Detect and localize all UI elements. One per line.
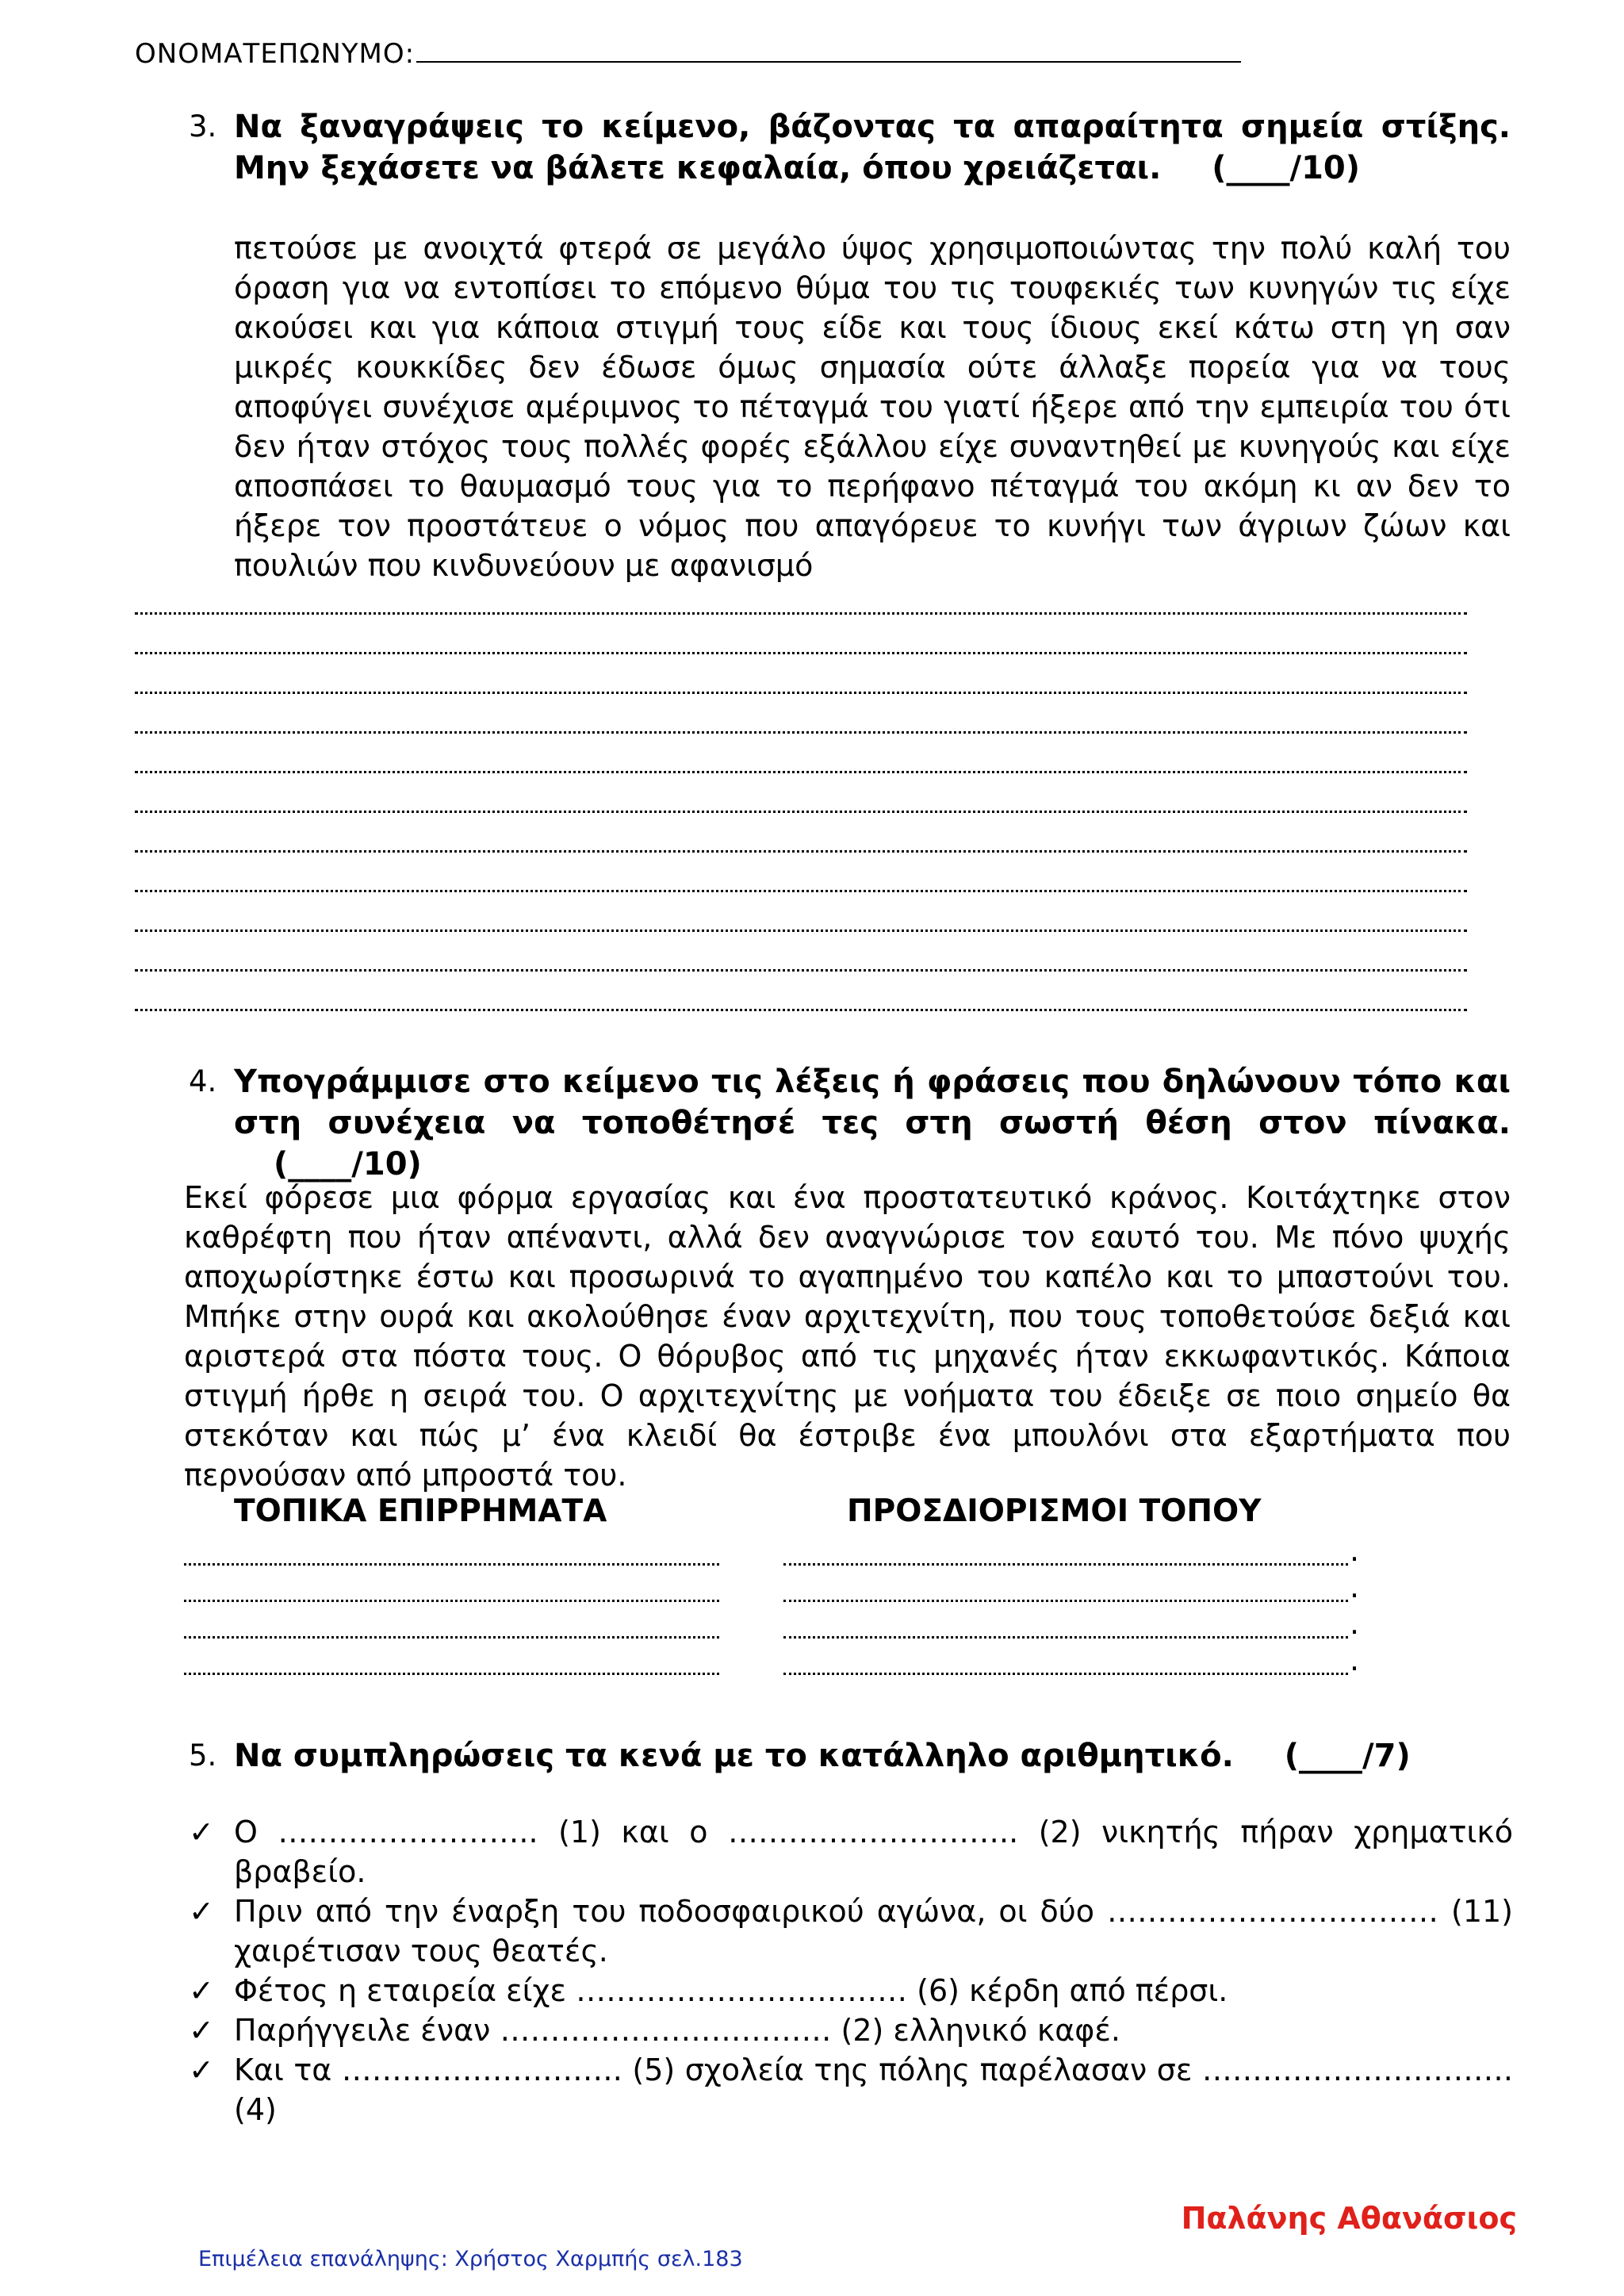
answer-line[interactable] (135, 813, 1467, 853)
answer-line[interactable] (135, 734, 1467, 773)
q3-number-text: 3. (189, 109, 217, 144)
checkmark-icon: ✓ (189, 1815, 214, 1849)
author-name: Παλάνης Αθανάσιος (1181, 2201, 1517, 2236)
q4-title-text: Υπογράμμισε στο κείμενο τις λέξεις ή φράσεις που δηλώνουν τόπο και στη συνέχεια να τοποθέτησέ τες στη σωστή θέση στον πίνακα. (234, 1064, 1511, 1141)
item-text: (6) κέρδη από πέρσι. (907, 1973, 1228, 2008)
checkmark-icon: ✓ (189, 2053, 214, 2087)
item-text: Παρήγγειλε έναν (234, 2013, 500, 2048)
item-text: Πριν από την έναρξη του ποδοσφαιρικού αγώνα, οι δύο (234, 1894, 1107, 1929)
blank[interactable]: …………………………… (1107, 1894, 1438, 1929)
blank[interactable]: ………………………. (341, 2053, 622, 2087)
col-right-heading: ΠΡΟΣΔΙΟΡΙΣΜΟΙ ΤΟΠΟΥ (847, 1493, 1262, 1529)
item-text: Φέτος η εταιρεία είχε (234, 1973, 576, 2008)
item-text: (2) νικητής πήραν χρηματικό βραβείο. (234, 1815, 1513, 1889)
item-text: (2) ελληνικό καφέ. (831, 2013, 1120, 2048)
answer-line[interactable] (135, 932, 1467, 972)
list-item (189, 2010, 1513, 2050)
name-label: ΟΝΟΜΑΤΕΠΩΝΥΜΟ: (135, 38, 416, 70)
right-answer-line[interactable] (783, 1529, 1348, 1566)
name-underline[interactable] (416, 39, 1241, 63)
q5-items (189, 1812, 1513, 2129)
list-item (189, 1812, 1513, 1892)
q4-title (234, 1061, 1511, 1185)
list-item (189, 2050, 1513, 2129)
col-left-lines[interactable] (184, 1529, 719, 1675)
item-text: (4) (234, 2092, 277, 2127)
q3-score: (____/10) (1212, 150, 1361, 186)
line-end: . (1350, 1533, 1360, 1568)
answer-line[interactable] (135, 972, 1467, 1011)
q5-title (234, 1735, 1511, 1777)
right-answer-line[interactable] (783, 1602, 1348, 1639)
left-answer-line[interactable] (184, 1602, 719, 1639)
q5-title-text: Να συμπληρώσεις τα κενά με το κατάλληλο αριθμητικό. (234, 1738, 1234, 1774)
q3-number (189, 109, 216, 144)
blank[interactable]: …………………………… (500, 2013, 832, 2048)
blank[interactable]: ……………………….. (728, 1815, 1019, 1849)
blank[interactable]: …………………….. (278, 1815, 538, 1849)
q5-number-text: 5. (189, 1738, 217, 1773)
answer-line[interactable] (135, 853, 1467, 892)
list-item (189, 1971, 1513, 2010)
q3-title (234, 106, 1511, 189)
item-text: (5) σχολεία της πόλης παρέλασαν σε (622, 2053, 1202, 2087)
right-line-ends (1350, 1532, 1359, 1678)
checkmark-icon: ✓ (189, 2013, 214, 2048)
blank[interactable]: …………………………… (576, 1973, 908, 2008)
checkmark-icon: ✓ (189, 1894, 214, 1929)
left-answer-line[interactable] (184, 1529, 719, 1566)
footer-credit: Επιμέλεια επανάληψης: Χρήστος Χαρμπής σελ.183 (198, 2247, 743, 2271)
item-text: Ο (234, 1815, 278, 1849)
line-end: . (1350, 1642, 1360, 1677)
right-answer-line[interactable] (783, 1566, 1348, 1602)
left-answer-line[interactable] (184, 1639, 719, 1675)
name-field (135, 38, 1241, 70)
answer-line[interactable] (135, 892, 1467, 932)
col-right-lines[interactable] (783, 1529, 1348, 1675)
item-text: Και τα (234, 2053, 342, 2087)
answer-line[interactable] (135, 773, 1467, 813)
q5-score: (____/7) (1284, 1738, 1411, 1774)
q5-number (189, 1738, 216, 1773)
item-text: (1) και ο (538, 1815, 729, 1849)
line-end: . (1350, 1606, 1360, 1641)
line-end: . (1350, 1570, 1360, 1604)
col-left-heading: ΤΟΠΙΚΑ ΕΠΙΡΡΗΜΑΤΑ (234, 1493, 607, 1529)
answer-line[interactable] (135, 654, 1467, 694)
answer-line[interactable] (135, 575, 1467, 615)
left-answer-line[interactable] (184, 1566, 719, 1602)
q3-text: πετούσε με ανοιχτά φτερά σε μεγάλο ύψος χρησιμοποιώντας την πολύ καλή του όραση για να εντοπίσει το επόμενο θύμα του τις τουφεκιές των κυνηγών τις είχε ακούσει και για κάποια στιγμή τους είδε και τους ίδιους εκεί κάτω στη γη σαν μικρές κουκκίδες δεν έδωσε όμως σημασία ούτε άλλαξε πορεία για να τους αποφύγει συνέχισε αμέριμνος το πέταγμά του γιατί ήξερε από την εμπειρία του ότι δεν ήταν στόχος τους πολλές φορές εξάλλου είχε συναντηθεί με κυνηγούς και είχε αποσπάσει το θαυμασμό τους για το περήφανο πέταγμά του ακόμη κι αν δεν το ήξερε τον προστάτευε ο νόμος που απαγόρευε το κυνήγι των άγριων ζώων και πουλιών που κινδυνεύουν με αφανισμό (234, 231, 1511, 583)
right-answer-line[interactable] (783, 1639, 1348, 1675)
q4-score: (____/10) (274, 1146, 422, 1182)
q4-text: Εκεί φόρεσε μια φόρμα εργασίας και ένα προστατευτικό κράνος. Κοιτάχτηκε στον καθρέφτη που ήταν απέναντι, αλλά δεν αναγνώρισε τον εαυτό του. Με πόνο ψυχής αποχωρίστηκε έστω και προσωρινά το αγαπημένο του καπέλο και το μπαστούνι του. Μπήκε στην ουρά και ακολούθησε έναν αρχιτεχνίτη, που τους τοποθετούσε δεξιά και αριστερά στα πόστα τους. Ο θόρυβος από τις μηχανές ήταν εκκωφαντικός. Κάποια στιγμή ήρθε η σειρά του. Ο αρχιτεχνίτης με νοήματα του έδειξε σε ποιο σημείο θα στεκόταν και πώς μ’ ένα κλειδί θα έστριβε ένα μπουλόνι στα εξαρτήματα που περνούσαν από μπροστά του. (184, 1180, 1511, 1493)
q4-number (189, 1064, 216, 1098)
q4-number-text: 4. (189, 1064, 217, 1098)
q3-answer-lines[interactable] (135, 575, 1467, 1011)
checkmark-icon: ✓ (189, 1973, 214, 2008)
list-item (189, 1892, 1513, 1971)
answer-line[interactable] (135, 694, 1467, 734)
q3-title-text: Να ξαναγράψεις το κείμενο, βάζοντας τα απαραίτητα σημεία στίξης. Μην ξεχάσετε να βάλετε κεφαλαία, όπου χρειάζεται. (234, 109, 1511, 186)
item-text: (11) χαιρέτισαν τους θεατές. (234, 1894, 1513, 1968)
blank[interactable]: …………………………. (1201, 2053, 1513, 2087)
answer-line[interactable] (135, 615, 1467, 654)
